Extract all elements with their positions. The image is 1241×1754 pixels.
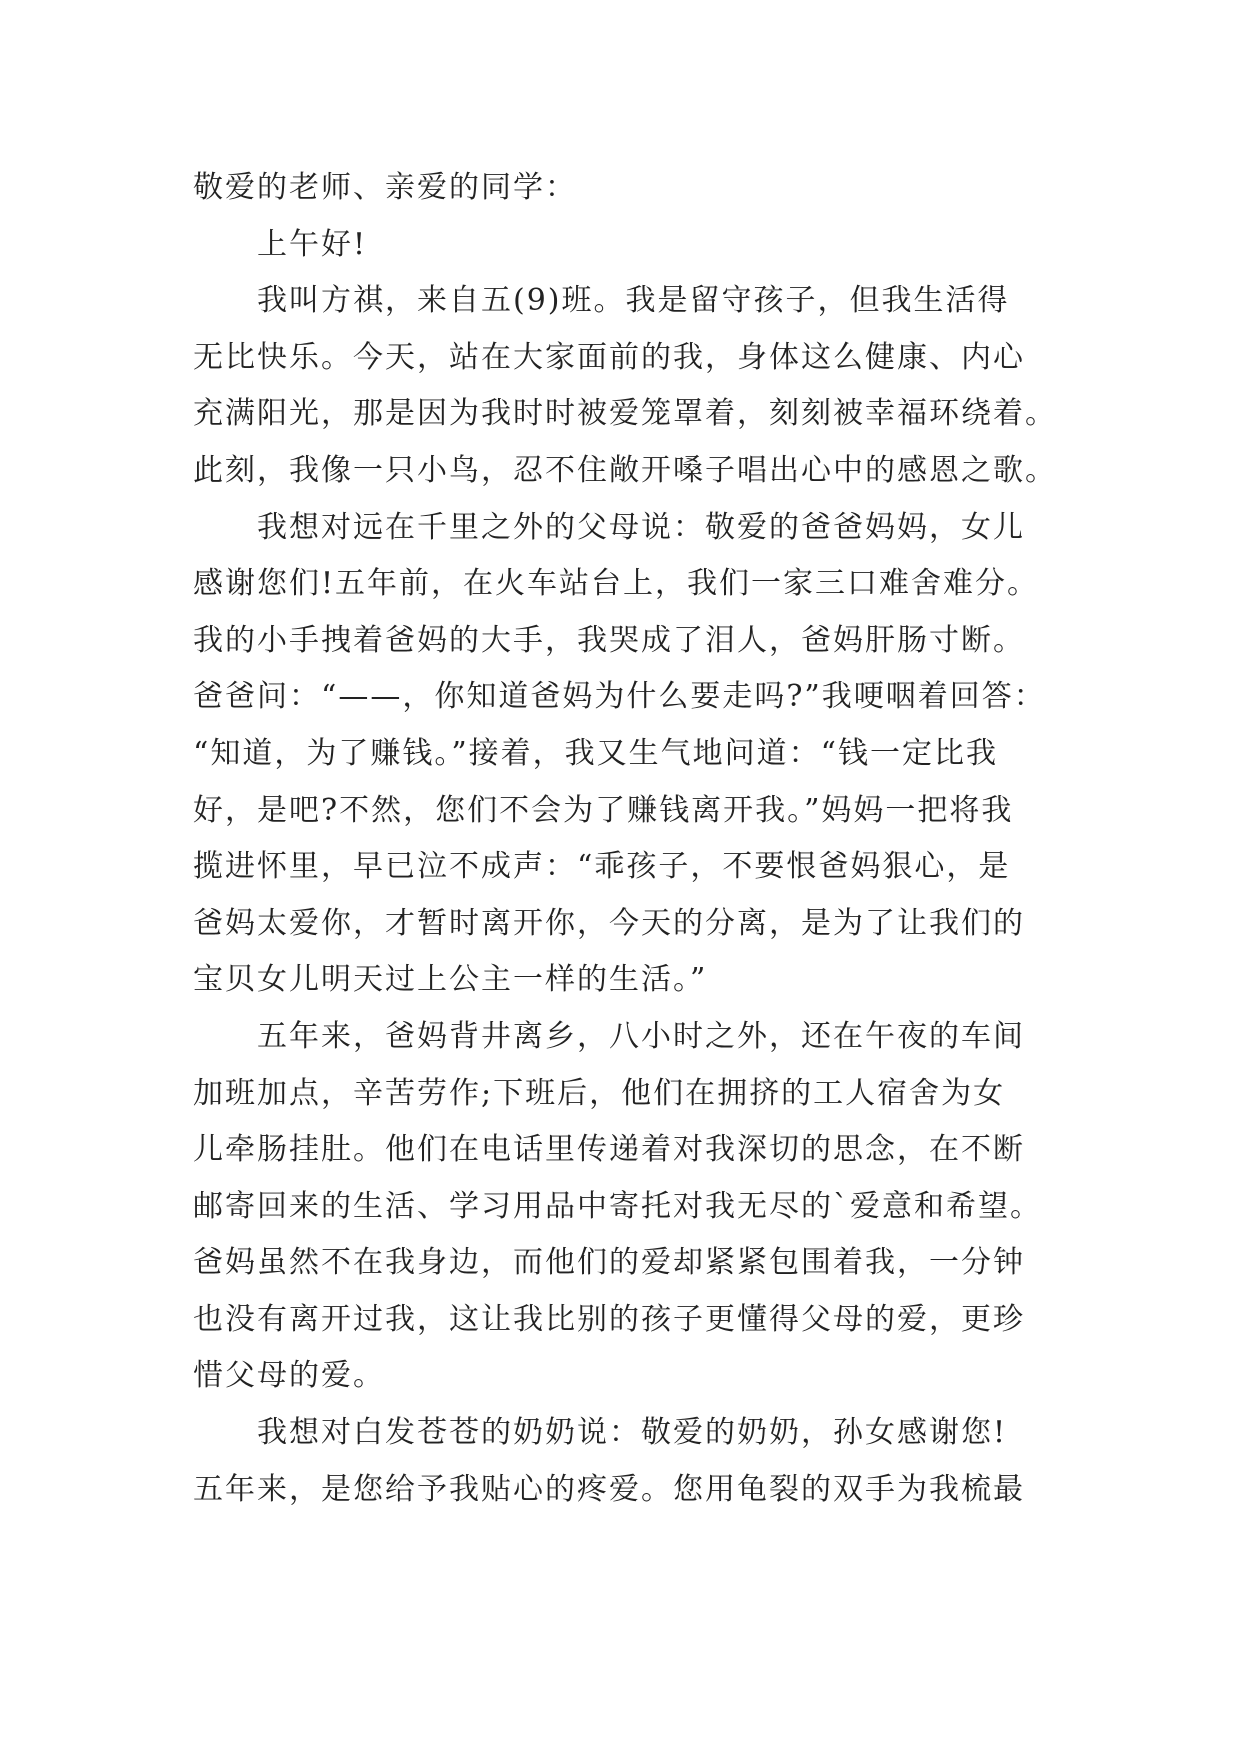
paragraph-line: 我的小手拽着爸妈的大手，我哭成了泪人，爸妈肝肠寸断。 bbox=[193, 622, 1025, 658]
paragraph-line: 五年来，是您给予我贴心的疼爱。您用龟裂的双手为我梳最 bbox=[193, 1471, 1025, 1507]
paragraph-line: 揽进怀里，早已泣不成声：“乖孩子，不要恨爸妈狠心，是 bbox=[193, 849, 1011, 885]
paragraph-line: 邮寄回来的生活、学习用品中寄托对我无尽的`爱意和希望。 bbox=[193, 1188, 1042, 1224]
paragraph-line: 也没有离开过我，这让我比别的孩子更懂得父母的爱，更珍 bbox=[193, 1301, 1025, 1337]
paragraph-line: 宝贝女儿明天过上公主一样的生活。” bbox=[193, 962, 708, 998]
paragraph-line: 我想对白发苍苍的奶奶说：敬爱的奶奶，孙女感谢您! bbox=[257, 1415, 1008, 1451]
paragraph-line: 加班加点，辛苦劳作;下班后，他们在拥挤的工人宿舍为女 bbox=[193, 1075, 1006, 1111]
paragraph-line: 五年来，爸妈背井离乡，八小时之外，还在午夜的车间 bbox=[257, 1018, 1025, 1054]
paragraph-line: 爸妈虽然不在我身边，而他们的爱却紧紧包围着我，一分钟 bbox=[193, 1245, 1025, 1281]
speech-text bbox=[193, 160, 1063, 1518]
paragraph-line: 无比快乐。今天，站在大家面前的我，身体这么健康、内心 bbox=[193, 339, 1025, 375]
paragraph-line: 爸妈太爱你，才暂时离开你，今天的分离，是为了让我们的 bbox=[193, 905, 1025, 941]
salutation: 敬爱的老师、亲爱的同学： bbox=[193, 170, 577, 205]
greeting: 上午好! bbox=[257, 226, 368, 262]
paragraph-line: 我想对远在千里之外的父母说：敬爱的爸爸妈妈，女儿 bbox=[257, 509, 1025, 545]
paragraph-line: 爸爸问：“——，你知道爸妈为什么要走吗?”我哽咽着回答： bbox=[193, 679, 1046, 715]
paragraph-line: 儿牵肠挂肚。他们在电话里传递着对我深切的思念，在不断 bbox=[193, 1132, 1025, 1168]
paragraph-line: 惜父母的爱。 bbox=[193, 1358, 385, 1394]
paragraph-line: 此刻，我像一只小鸟，忍不住敞开嗓子唱出心中的感恩之歌。 bbox=[193, 452, 1057, 488]
paragraph-line: 感谢您们!五年前，在火车站台上，我们一家三口难舍难分。 bbox=[193, 566, 1040, 602]
paragraph-line: 我叫方祺，来自五(9)班。我是留守孩子，但我生活得 bbox=[257, 283, 1010, 319]
paragraph-line: “知道，为了赚钱。”接着，我又生气地问道：“钱一定比我 bbox=[193, 735, 999, 771]
paragraph-line: 好，是吧?不然，您们不会为了赚钱离开我。”妈妈一把将我 bbox=[193, 792, 1014, 828]
paragraph-line: 充满阳光，那是因为我时时被爱笼罩着，刻刻被幸福环绕着。 bbox=[193, 396, 1057, 432]
